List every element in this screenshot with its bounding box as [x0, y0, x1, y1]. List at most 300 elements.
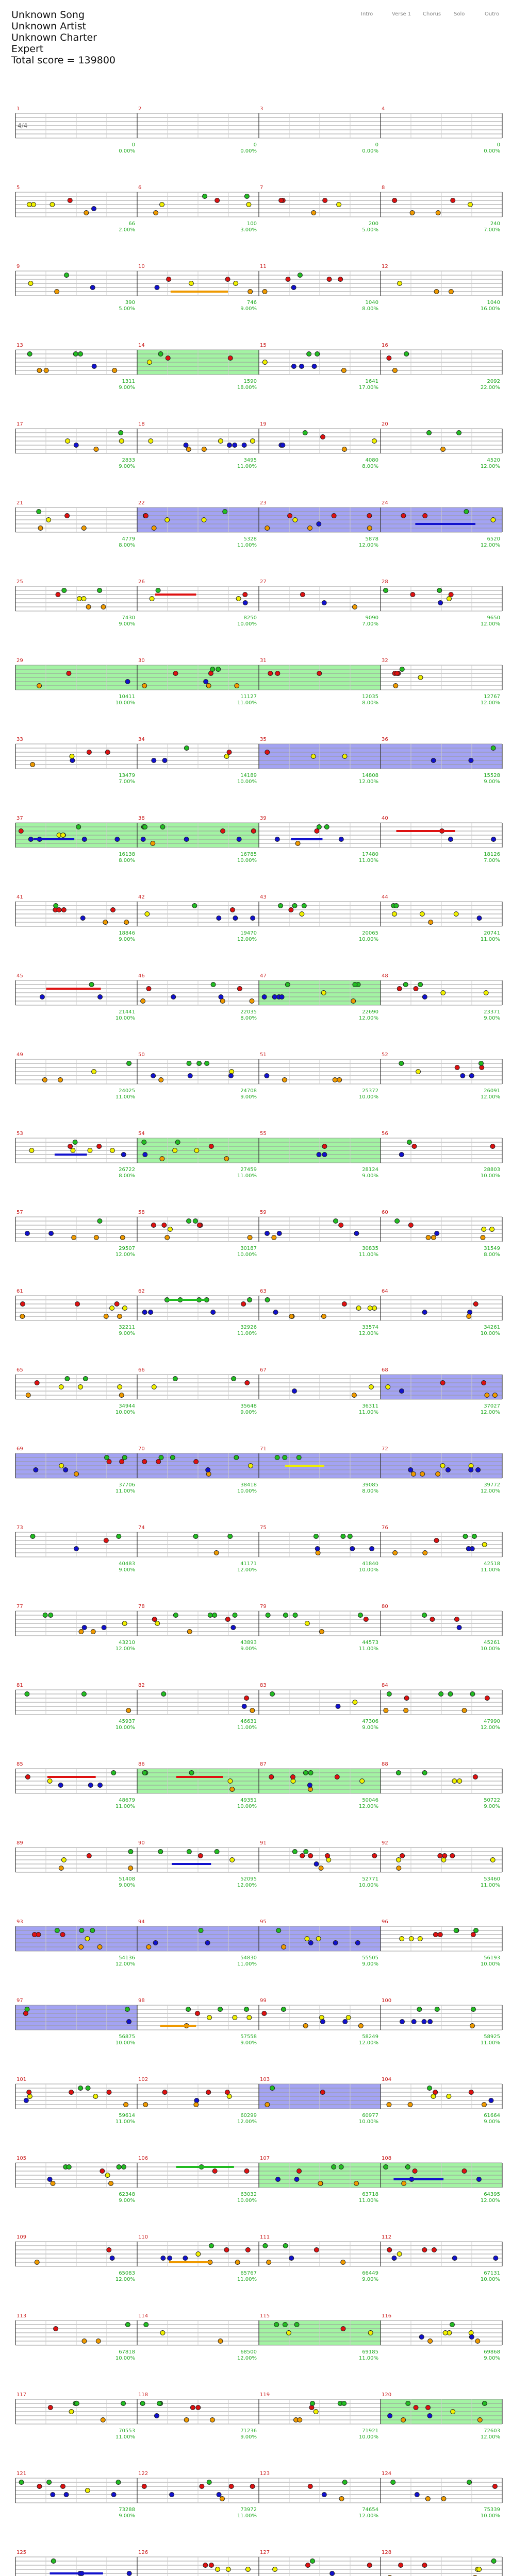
measure-percent: 12.00%	[237, 937, 257, 942]
blue-note	[422, 995, 427, 999]
red-note	[404, 1696, 409, 1701]
green-note	[97, 588, 102, 593]
yellow-note	[173, 1148, 177, 1153]
blue-note	[299, 364, 304, 369]
sustain-bar	[46, 988, 101, 990]
blue-note	[143, 1153, 147, 1157]
measure-percent: 11.00%	[237, 2277, 257, 2282]
measure-score: 39772	[484, 1482, 500, 1488]
red-note	[142, 1460, 147, 1464]
yellow-note	[110, 1306, 114, 1311]
orange-note	[184, 2418, 189, 2422]
measure-score: 10411	[119, 694, 135, 700]
orange-note	[441, 2497, 446, 2501]
blue-note	[408, 1468, 413, 1472]
measure-number: 13	[16, 343, 23, 348]
yellow-note	[65, 439, 70, 444]
measure-score: 49351	[240, 1798, 257, 1803]
measure-number: 52	[382, 1052, 388, 1058]
yellow-note	[418, 1937, 422, 1941]
green-note	[205, 1061, 209, 1066]
orange-note	[35, 2260, 39, 2265]
measure-number: 79	[260, 1604, 267, 1609]
orange-note	[289, 1314, 294, 1319]
orange-note	[397, 1866, 401, 1871]
measure-score: 34944	[119, 1403, 135, 1409]
red-note	[342, 1302, 346, 1307]
red-note	[332, 514, 336, 518]
measure-percent: 10.00%	[237, 1488, 257, 1494]
red-note	[327, 277, 332, 282]
orange-note	[51, 2181, 55, 2186]
green-note	[479, 1061, 484, 1066]
red-note	[54, 2327, 58, 2331]
orange-note	[248, 1235, 252, 1240]
measure-percent: 9.00%	[362, 2277, 378, 2282]
red-note	[399, 2563, 403, 2568]
red-note	[438, 1854, 442, 1858]
red-note	[107, 2248, 111, 2252]
red-note	[300, 592, 305, 597]
green-note	[83, 1377, 88, 1381]
blue-note	[242, 443, 246, 448]
measure-number: 98	[138, 1998, 145, 2004]
red-note	[372, 1854, 377, 1858]
measure-score: 33574	[362, 1325, 378, 1330]
measure-number: 68	[382, 1367, 388, 1373]
blue-note	[322, 1153, 327, 1157]
red-note	[482, 1381, 486, 1385]
yellow-note	[443, 2331, 448, 2335]
blue-note	[90, 285, 95, 290]
orange-note	[401, 2418, 406, 2422]
yellow-note	[457, 1779, 462, 1784]
measure-percent: 11.00%	[115, 1804, 135, 1809]
section-label: Chorus	[423, 11, 441, 17]
measure-number: 101	[16, 2077, 27, 2082]
orange-note	[481, 1235, 485, 1240]
green-note	[283, 1455, 287, 1460]
yellow-note	[46, 518, 51, 522]
green-note	[65, 1377, 70, 1381]
measure-score: 4520	[487, 457, 500, 463]
blue-note	[227, 443, 232, 448]
measure-percent: 9.00%	[362, 1961, 378, 1967]
orange-note	[262, 290, 267, 294]
red-note	[32, 1933, 37, 1937]
blue-note	[40, 995, 44, 999]
measure-number: 102	[138, 2077, 148, 2082]
green-note	[422, 1771, 427, 1775]
measure-percent: 11.00%	[358, 1646, 378, 1652]
yellow-note	[311, 754, 316, 759]
measure-score: 12035	[362, 694, 378, 700]
green-note	[422, 1613, 427, 1618]
green-note	[333, 1219, 338, 1224]
red-note	[195, 2011, 200, 2016]
measure-score: 58925	[484, 2034, 500, 2040]
yellow-note	[249, 1464, 253, 1468]
blue-note	[392, 2256, 397, 2261]
measure-percent: 8.00%	[119, 1173, 135, 1179]
orange-note	[109, 2181, 113, 2186]
blue-note	[315, 1547, 320, 1551]
red-note	[322, 1144, 327, 1149]
measure-number: 29	[16, 658, 23, 664]
measure-number: 57	[16, 1210, 23, 1215]
blue-note	[339, 837, 343, 842]
blue-note	[74, 1547, 78, 1551]
measure-score: 54136	[119, 1955, 135, 1961]
measure-number: 73	[16, 1525, 23, 1531]
red-note	[224, 2248, 229, 2252]
yellow-note	[477, 2567, 482, 2572]
red-note	[471, 1933, 475, 1937]
yellow-note	[236, 597, 241, 601]
orange-note	[154, 211, 158, 215]
red-note	[48, 2405, 53, 2410]
measure-number: 26	[138, 579, 145, 585]
measure-percent: 12.00%	[480, 1488, 500, 1494]
measure-score: 70553	[119, 2428, 135, 2434]
red-note	[206, 2090, 211, 2095]
measure-percent: 9.00%	[240, 1410, 257, 1415]
yellow-note	[247, 2015, 252, 2020]
green-note	[406, 2401, 410, 2406]
orange-note	[342, 447, 346, 452]
blue-note	[336, 1704, 340, 1709]
measure-score: 1040	[365, 300, 378, 306]
orange-note	[141, 999, 145, 1004]
blue-note	[317, 1153, 321, 1157]
orange-note	[126, 1708, 131, 1713]
blue-note	[217, 916, 221, 921]
green-note	[97, 1219, 102, 1224]
measure-score: 39085	[362, 1482, 378, 1488]
red-note	[297, 2169, 302, 2174]
blue-note	[289, 2256, 294, 2261]
measure-percent: 12.00%	[115, 2277, 135, 2282]
orange-note	[146, 1945, 151, 1950]
measure-score: 57558	[240, 2034, 257, 2040]
red-note	[198, 1854, 203, 1858]
yellow-note	[398, 281, 402, 286]
green-note	[342, 2480, 347, 2485]
orange-note	[235, 2260, 240, 2265]
green-note	[157, 2401, 162, 2406]
orange-note	[303, 2024, 308, 2028]
yellow-note	[468, 202, 472, 207]
green-note	[67, 2165, 71, 2170]
blue-note	[125, 680, 130, 684]
yellow-note	[246, 202, 251, 207]
measure-score: 48679	[119, 1798, 135, 1803]
blue-note	[277, 1231, 282, 1236]
measure-number: 12	[382, 264, 388, 269]
red-note	[243, 592, 248, 597]
blue-note	[111, 2493, 116, 2497]
green-note	[170, 1455, 175, 1460]
measure-percent: 7.00%	[362, 621, 378, 627]
red-note	[105, 750, 110, 755]
measure-number: 88	[382, 1761, 388, 1767]
red-note	[440, 1381, 445, 1385]
measure-score: 41840	[362, 1561, 378, 1567]
yellow-note	[230, 1858, 235, 1862]
green-note	[403, 982, 408, 987]
blue-note	[320, 2020, 325, 2024]
red-note	[473, 1302, 478, 1307]
measure-score: 29507	[119, 1246, 135, 1251]
measure-number: 100	[382, 1998, 392, 2004]
measure-number: 103	[260, 2077, 270, 2082]
blue-note	[154, 2414, 159, 2418]
red-note	[251, 829, 256, 834]
blue-note	[92, 364, 96, 369]
measure-number: 64	[382, 1289, 388, 1294]
blue-note	[162, 758, 167, 763]
green-note	[173, 1377, 177, 1381]
green-note	[105, 1455, 109, 1460]
yellow-note	[105, 2173, 110, 2178]
green-note	[435, 2007, 439, 2012]
green-note	[418, 982, 423, 987]
measure-number: 121	[16, 2471, 27, 2477]
measure-percent: 9.00%	[119, 2198, 135, 2204]
red-note	[209, 2563, 213, 2568]
green-note	[78, 2086, 83, 2091]
measure-number: 56	[382, 1131, 388, 1137]
yellow-note	[396, 1858, 401, 1862]
measure-number: 112	[382, 2234, 392, 2240]
orange-note	[151, 841, 155, 846]
green-note	[474, 1928, 478, 1933]
blue-note	[82, 837, 87, 842]
orange-note	[210, 2418, 214, 2422]
orange-note	[79, 1630, 84, 1634]
yellow-note	[250, 439, 255, 444]
sustain-bar	[50, 2572, 103, 2574]
red-note	[60, 2484, 65, 2489]
blue-note	[82, 1625, 87, 1630]
green-note	[384, 2165, 388, 2170]
red-note	[422, 2248, 427, 2252]
red-note	[245, 2248, 250, 2252]
green-note	[281, 2007, 286, 2012]
measure-percent: 12.00%	[237, 1883, 257, 1888]
orange-note	[367, 526, 372, 531]
blue-note	[280, 443, 285, 448]
measure-score: 58249	[362, 2034, 378, 2040]
measure-number: 61	[16, 1289, 23, 1294]
measure-percent: 11.00%	[480, 937, 500, 942]
red-note	[250, 2484, 255, 2489]
measure-percent: 8.00%	[119, 858, 135, 863]
measure-number: 23	[260, 500, 267, 506]
measure-score: 75339	[484, 2507, 500, 2513]
blue-note	[276, 2177, 280, 2182]
green-note	[324, 825, 329, 829]
green-note	[142, 1771, 147, 1775]
red-note	[438, 1933, 442, 1937]
blue-note	[47, 2177, 52, 2182]
orange-note	[339, 2497, 344, 2501]
measure-number: 32	[382, 658, 388, 664]
red-note	[268, 671, 273, 676]
orange-note	[318, 2181, 323, 2186]
yellow-note	[447, 2094, 451, 2099]
measure-number: 7	[260, 185, 263, 191]
measure-percent: 12.00%	[115, 1252, 135, 1258]
green-note	[121, 2165, 126, 2170]
green-note	[303, 1771, 308, 1775]
measure-percent: 10.00%	[115, 1410, 135, 1415]
red-note	[151, 1223, 156, 1228]
orange-note	[206, 684, 211, 688]
green-note	[175, 1140, 180, 1145]
green-note	[405, 2165, 410, 2170]
measure-percent: 11.00%	[115, 2119, 135, 2125]
measure-score: 61664	[484, 2113, 500, 2119]
sustain-bar	[34, 838, 74, 840]
green-note	[274, 2323, 279, 2327]
measure-score: 56193	[484, 1955, 500, 1961]
orange-note	[341, 2260, 345, 2265]
measure-percent: 10.00%	[358, 1094, 378, 1100]
orange-note	[425, 2497, 430, 2501]
measure-number: 10	[138, 264, 145, 269]
green-note	[116, 2480, 121, 2485]
red-note	[341, 2327, 345, 2331]
measure-number: 65	[16, 1367, 23, 1373]
orange-note	[128, 1866, 133, 1871]
green-note	[283, 2244, 288, 2248]
green-note	[292, 904, 297, 908]
yellow-note	[85, 2488, 90, 2493]
measure-percent: 9.00%	[240, 2040, 257, 2046]
orange-note	[265, 2103, 270, 2107]
orange-note	[124, 2103, 128, 2107]
sustain-bar	[172, 1863, 211, 1865]
measure-score: 66	[128, 221, 135, 227]
measure-score: 51408	[119, 1876, 135, 1882]
measure-number: 45	[16, 973, 23, 979]
red-note	[107, 1460, 111, 1464]
yellow-note	[233, 2015, 237, 2020]
green-note	[125, 2007, 129, 2012]
blue-note	[448, 837, 453, 842]
yellow-note	[152, 1385, 156, 1389]
red-note	[400, 1854, 405, 1858]
green-note	[64, 273, 69, 278]
yellow-note	[196, 2252, 201, 2257]
red-note	[430, 1617, 435, 1622]
measure-score: 45937	[119, 1719, 135, 1724]
orange-note	[94, 447, 98, 452]
green-note	[186, 2007, 191, 2012]
green-note	[307, 352, 311, 357]
orange-note	[44, 368, 48, 373]
orange-note	[295, 841, 300, 846]
measure-percent: 11.00%	[480, 1567, 500, 1573]
red-note	[286, 277, 290, 282]
green-note	[265, 1298, 270, 1302]
measure-number: 67	[260, 1367, 267, 1373]
yellow-note	[189, 281, 193, 286]
measure-score: 21441	[119, 1009, 135, 1015]
green-note	[399, 1061, 404, 1066]
measure-number: 59	[260, 1210, 267, 1215]
measure-percent: 9.00%	[119, 621, 135, 627]
blue-note	[242, 1704, 246, 1709]
red-note	[288, 514, 292, 518]
measure-percent: 11.00%	[358, 2355, 378, 2361]
measure-number: 128	[382, 2550, 392, 2555]
orange-note	[101, 605, 106, 609]
measure-number: 21	[16, 500, 23, 506]
measure-percent: 10.00%	[480, 1961, 500, 1967]
blue-note	[171, 995, 176, 999]
orange-note	[308, 526, 312, 531]
green-note	[197, 1061, 202, 1066]
yellow-note	[314, 2410, 318, 2414]
green-note	[491, 2559, 496, 2564]
measure-percent: 7.00%	[119, 779, 135, 785]
measure-percent: 9.00%	[119, 1331, 135, 1336]
measure-number: 44	[382, 894, 388, 900]
measure-percent: 12.00%	[237, 2355, 257, 2361]
green-note	[283, 2323, 287, 2327]
blue-note	[388, 2414, 392, 2418]
red-note	[229, 2484, 234, 2489]
yellow-note	[397, 2252, 402, 2257]
measure-score: 14808	[362, 773, 378, 778]
measure-score: 66449	[362, 2270, 378, 2276]
red-note	[241, 1302, 246, 1307]
green-note	[210, 667, 215, 672]
orange-note	[37, 684, 42, 688]
measure-percent: 9.00%	[484, 1015, 500, 1021]
sustain-bar	[169, 2261, 208, 2263]
yellow-note	[262, 360, 267, 365]
measure-percent: 10.00%	[115, 2355, 135, 2361]
blue-note	[307, 1783, 312, 1788]
orange-note	[55, 290, 59, 294]
orange-note	[96, 2339, 101, 2344]
measure-score: 1311	[122, 379, 135, 384]
measure-percent: 11.00%	[358, 1252, 378, 1258]
measure-score: 50722	[484, 1798, 500, 1803]
measure-percent: 8.00%	[362, 306, 378, 312]
orange-note	[392, 368, 397, 373]
yellow-note	[368, 2331, 373, 2335]
blue-note	[291, 285, 296, 290]
measure-score: 14189	[240, 773, 257, 778]
green-note	[140, 2401, 145, 2406]
measure-score: 22035	[240, 1009, 257, 1015]
yellow-note	[122, 1306, 127, 1311]
measure-score: 43893	[240, 1640, 257, 1646]
blue-note	[74, 443, 78, 448]
red-note	[387, 2248, 392, 2252]
orange-note	[112, 368, 117, 373]
green-note	[119, 431, 123, 435]
green-note	[315, 352, 320, 357]
yellow-note	[316, 1937, 321, 1941]
green-note	[51, 2559, 56, 2564]
orange-note	[104, 1314, 108, 1319]
green-note	[158, 1850, 163, 1854]
